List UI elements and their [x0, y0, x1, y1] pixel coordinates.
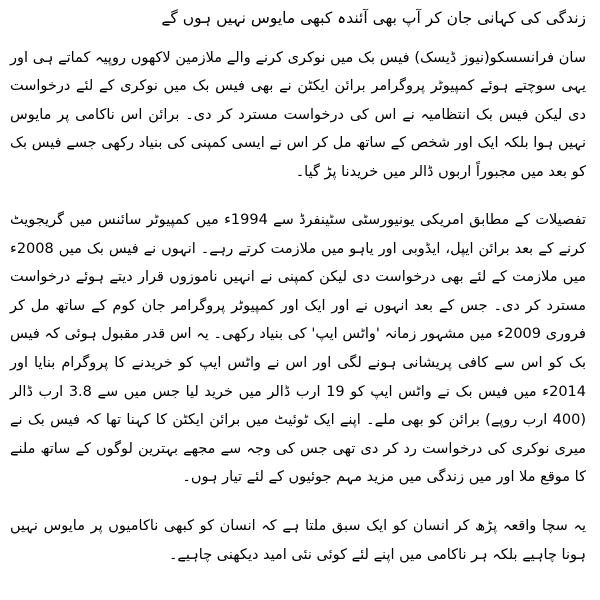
paragraph-2: تفصیلات کے مطابق امریکی یونیورسٹی سٹینفرڈ سے 1994ء میں کمپیوٹر سائنس میں گریجویٹ کرنے کے بعد برائن ایپل، ایڈوبی اور یاہو میں ملازمت کرتے رہے۔ انہوں نے فیس بک میں 2008ء میں ملازمت کے لئے بھی درخواست دی لیکن کمپنی نے انہیں ناموزوں قرار دیتے ہوئے درخواست مسترد کر دی۔ جس کے بعد انہوں نے اور ایک اور کمپیوٹر پروگرامر جان کوم کے ساتھ مل کر فروری 2009ء میں مشہور زمانہ 'واٹس ایپ' کی بنیاد رکھی۔ یہ اس قدر مقبول ہوئی کہ فیس بک کو اس سے کافی پریشانی ہونے لگی اور اس نے واٹس ایپ کو خریدنے کا پروگرام بنایا اور 2014ء میں فیس بک نے واٹس ایپ کو 19 ارب ڈالر میں خرید لیا جس میں سے 3.8 ارب ڈالر (400 ارب روپے) برائن کو بھی ملے۔ اپنے ایک ٹوئیٹ میں برائن ایکٹن کا کہنا تھا کہ فیس بک نے میری نوکری کی درخواست رد کر دی تھی جس کی وجہ سے مجھے بہترین لوگوں کے ساتھ ملنے کا موقع ملا اور میں زندگی میں مزید مہم جوئیوں کے لئے تیار ہوں۔ [10, 212, 586, 486]
paragraph-1: سان فرانسسکو(نیوز ڈیسک) فیس بک میں نوکری کرنے والے ملازمین لاکھوں روپیہ کماتے ہی اور یہی سوچتے ہوئے کمپیوٹر پروگرامر برائن ایکٹن نے بھی فیس بک میں نوکری کے لئے درخواست دی لیکن فیس بک انتظامیہ نے اس کی درخواست مسترد کر دی۔ برائن اس ناکامی پر مایوس نہیں ہوا بلکہ ایک اور شخص کے ساتھ مل کر اس نے ایسی کمپنی کی بنیاد رکھی جسے فیس بک کو بعد میں مجبوراً اربوں ڈالر میں خریدنا پڑ گیا۔ [10, 50, 586, 180]
article-title: زندگی کی کہانی جان کر آپ بھی آئندہ کبھی مایوس نہیں ہوں گے [161, 9, 586, 27]
paragraph-3: یہ سچا واقعہ پڑھ کر انسان کو ایک سبق ملتا ہے کہ انسان کو کبھی ناکامیوں پر مایوس نہیں ہونا چاہیے بلکہ ہر ناکامی میں اپنے لئے کوئی نئی امید دیکھنی چاہیے۔ [10, 517, 586, 563]
